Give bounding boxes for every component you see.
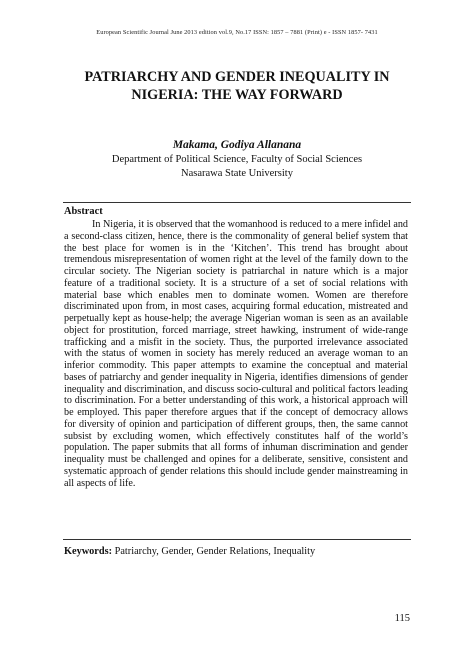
keywords-list: Patriarchy, Gender, Gender Relations, Inequality [112,546,316,557]
author-name: Makama, Godiya Allanana [172,139,302,151]
affiliation-line-2: Nasarawa State University [181,168,293,179]
keywords-label: Keywords: [64,546,113,557]
title-line-2: NIGERIA: THE WAY FORWARD [131,87,343,103]
keywords-line [64,546,410,557]
running-header: European Scientific Journal June 2013 edition vol.9, No.17 ISSN: 1857 – 7881 (Print) e - ISSN 1857- 7431 [96,29,378,36]
author-affiliation [0,153,474,181]
affiliation-line-1: Department of Political Science, Faculty of Social Sciences [111,154,363,165]
paper-title [40,68,434,104]
abstract-heading: Abstract [64,206,103,217]
title-line-1: PATRIARCHY AND GENDER INEQUALITY IN [84,69,390,85]
page-number: 115 [394,613,410,624]
abstract-top-rule [63,202,411,203]
abstract-body: In Nigeria, it is observed that the womanhood is reduced to a mere infidel and a second-class citizen, hence, there is the commonality of general belief system that the best place for women is in the ‘Kitchen’. This trend has brought about tremendous misrepresentation of women right at the level of the family down to the circular society. The Nigerian society is patriarchal in nature which is a major feature of a traditional society. It is a structure of a set of social relations with material base which enables men to dominate women. Women are therefore discriminated upon from, in most cases, acquiring formal education, mistreated and perpetually kept as house-help; the average Nigerian woman is seen as an available object for prostitution, forced marriage, street hawking, instrument of wide-range trafficking and a misfit in the society. Thus, the purported irrelevance associated with the status of women in society has merely reduced an average woman to an inferior commodity. This paper attempts to examine the conceptual and material bases of patriarchy and gender inequality in Nigeria, identifies dimensions of gender inequality and discrimination, and discuss socio-cultural and political factors leading to discrimination. For a better understanding of this work, a historical approach will be employed. This paper therefore argues that if the concept of democracy allows for diversity of opinion and participation of different groups, then, the same cannot subsist by excluding women, which effectively constitutes half of the world’s population. The paper submits that all forms of inhuman discrimination and gender inequality must be challenged and opines for a deliberate, sensitive, consistent and systematic approach of gender relations this should include gender mainstreaming in all aspects of life. [64,219,408,489]
abstract-bottom-rule [63,539,411,540]
